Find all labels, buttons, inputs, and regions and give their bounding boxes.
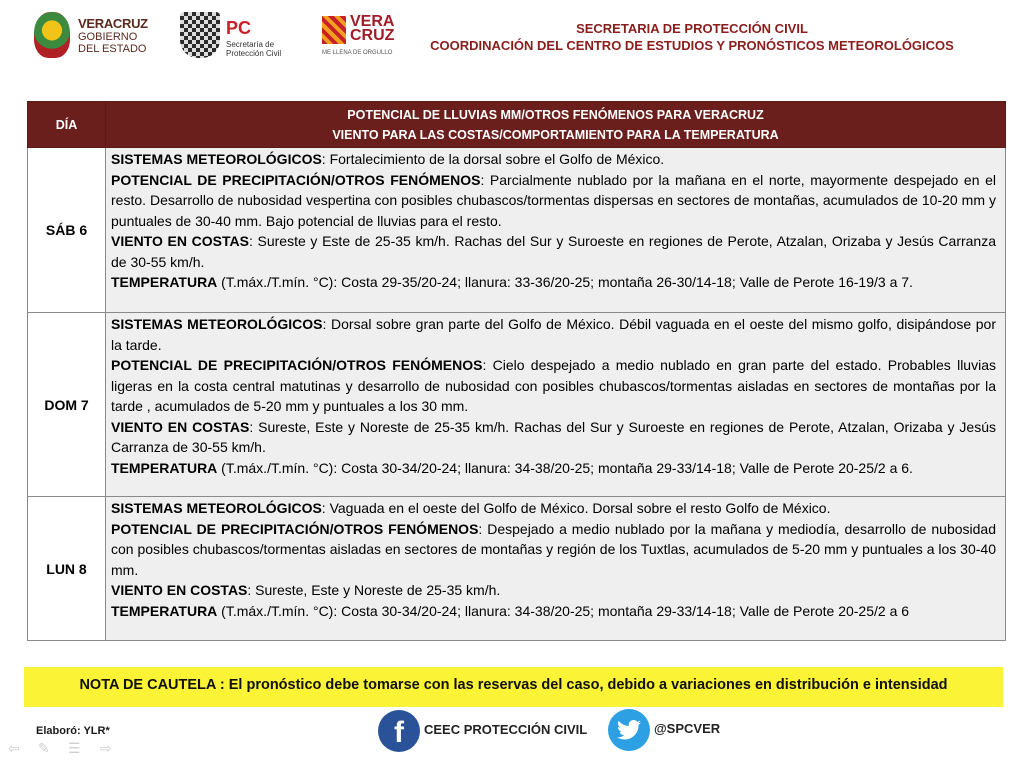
column-header-description	[106, 102, 1006, 148]
day-cell: SÁB 6	[28, 148, 106, 313]
logo-veracruz-line3: DEL ESTADO	[78, 43, 147, 55]
brand-line2: CRUZ	[350, 27, 395, 44]
agency-title	[380, 20, 1004, 54]
systems-label: SISTEMAS METEOROLÓGICOS	[111, 151, 322, 167]
pc-subtitle-line1: Secretaría de	[226, 40, 275, 49]
facebook-link[interactable]: CEEC PROTECCIÓN CIVIL	[424, 722, 588, 737]
precip-text: : Despejado a medio nublado por la mañana y mediodía, desarrollo de nubosidad con posibles chubascos/tormentas aisladas en sectores de montañas y región de los Tuxtlas, acumulados de 5-20 mm y puntuales a los 30-40 mm.	[111, 520, 996, 578]
proteccion-civil-logo	[172, 10, 300, 62]
precip-paragraph	[111, 170, 996, 232]
logo-veracruz-line2: GOBIERNO	[78, 31, 138, 43]
systems-label: SISTEMAS METEOROLÓGICOS	[111, 500, 322, 516]
arrow-right-icon[interactable]: ⇨	[100, 740, 112, 756]
twitter-icon[interactable]	[608, 709, 650, 751]
temp-paragraph	[111, 272, 996, 293]
temp-text: (T.máx./T.mín. °C): Costa 30-34/20-24; llanura: 34-38/20-25; montaña 29-33/14-18; Valle de Perote 20-25/2 a 6.	[217, 459, 913, 476]
precip-paragraph	[111, 519, 996, 581]
precip-text: : Cielo despejado a medio nublado en gran parte del estado. Probables lluvias ligeras en la costa central matutinas y desarrollo de nubosidad con posibles chubascos/tormentas aisladas en sectores de montañas por la tarde , acumulados de 5-20 mm y puntuales a los 30 mm.	[111, 357, 996, 414]
facebook-icon[interactable]: f	[378, 710, 420, 752]
page-header	[0, 0, 1023, 70]
veracruz-government-logo	[20, 10, 165, 62]
systems-label: SISTEMAS METEOROLÓGICOS	[111, 316, 323, 332]
temp-text: (T.máx./T.mín. °C): Costa 30-34/20-24; llanura: 34-38/20-25; montaña 29-33/14-18; Valle de Perote 20-25/2 a 6	[217, 602, 910, 619]
wind-text: : Sureste y Este de 25-35 km/h. Rachas del Sur y Suroeste en regiones de Perote, Atzalan, Orizaba y Jesús Carranza de 30-55 km/h.	[111, 233, 997, 270]
pc-acronym: PC	[226, 18, 252, 38]
precip-label: POTENCIAL DE PRECIPITACIÓN/OTROS FENÓMENOS	[111, 357, 483, 373]
author-credit: Elaboró: YLR*	[36, 725, 110, 737]
wind-label: VIENTO EN COSTAS	[111, 233, 249, 249]
temp-label: TEMPERATURA	[111, 274, 218, 290]
systems-text: : Vaguada en el oeste del Golfo de México. Dorsal sobre el resto Golfo de México.	[321, 500, 831, 516]
caution-note: NOTA DE CAUTELA : El pronóstico debe tomarse con las reservas del caso, debido a variaciones en distribución e intensidad	[24, 667, 1003, 707]
brand-slogan: ME LLENA DE ORGULLO	[322, 50, 393, 56]
precip-paragraph	[111, 355, 996, 417]
systems-text: : Fortalecimiento de la dorsal sobre el Golfo de México.	[321, 151, 665, 167]
wind-label: VIENTO EN COSTAS	[111, 418, 250, 435]
day-cell: DOM 7	[28, 313, 106, 497]
agency-line1: SECRETARIA DE PROTECCIÓN CIVIL	[576, 21, 808, 36]
wind-paragraph	[111, 580, 996, 601]
brand-pattern-icon	[322, 16, 346, 44]
systems-paragraph	[111, 149, 996, 170]
table-row	[28, 497, 1006, 641]
wind-label: VIENTO EN COSTAS	[111, 582, 248, 598]
table-row	[28, 148, 1006, 313]
twitter-link[interactable]: @SPCVER	[654, 721, 721, 736]
column-header-line1: POTENCIAL DE LLUVIAS MM/OTROS FENÓMENOS PARA VERACRUZ	[347, 107, 764, 122]
slide-nav-controls	[8, 740, 128, 756]
temp-paragraph	[111, 601, 996, 622]
day-cell: LUN 8	[28, 497, 106, 641]
column-header-line2: VIENTO PARA LAS COSTAS/COMPORTAMIENTO PARA LA TEMPERATURA	[332, 127, 779, 142]
precip-label: POTENCIAL DE PRECIPITACIÓN/OTROS FENÓMENOS	[111, 520, 479, 537]
pc-subtitle	[226, 40, 281, 58]
arrow-left-icon[interactable]: ⇦	[8, 740, 20, 756]
description-cell	[106, 148, 1006, 313]
brand-line1: VERA	[350, 13, 395, 30]
wind-paragraph	[111, 231, 996, 272]
description-cell	[106, 313, 1006, 497]
precip-label: POTENCIAL DE PRECIPITACIÓN/OTROS FENÓMENOS	[111, 171, 481, 188]
systems-text: : Dorsal sobre gran parte del Golfo de México. Débil vaguada en el oeste del mismo golfo, disipándose por la tarde.	[111, 316, 996, 353]
temp-label: TEMPERATURA	[111, 602, 218, 619]
state-seal-icon	[34, 12, 70, 58]
pc-subtitle-line2: Protección Civil	[226, 49, 282, 58]
systems-paragraph	[111, 314, 996, 355]
temp-label: TEMPERATURA	[111, 459, 218, 476]
wind-paragraph	[111, 417, 996, 458]
pc-shield-icon	[180, 12, 220, 58]
logo-veracruz-title: VERACRUZ	[78, 16, 148, 31]
precip-text: : Parcialmente nublado por la mañana en el norte, mayormente despejado en el resto. Desarrollo de nubosidad vespertina con posibles chubascos/tormentas dispersas en sectores de montañas, acumulados de 10-20 mm y puntuales de 30-40 mm. Bajo potencial de lluvias para el resto.	[111, 171, 996, 229]
menu-icon[interactable]: ☰	[68, 740, 81, 756]
forecast-table	[27, 101, 1006, 641]
temp-text: (T.máx./T.mín. °C): Costa 29-35/20-24; llanura: 33-36/20-25; montaña 26-30/14-18; Valle de Perote 16-19/3 a 7.	[217, 274, 913, 290]
logo-veracruz-subtitle	[78, 31, 146, 55]
wind-text: : Sureste, Este y Noreste de 25-35 km/h. Rachas del Sur y Suroeste en regiones de Perote, Atzalan, Orizaba y Jesús Carranza de 30-55 km/h.	[111, 418, 997, 455]
temp-paragraph	[111, 458, 996, 479]
pen-icon[interactable]: ✎	[38, 740, 50, 756]
description-cell	[106, 497, 1006, 641]
systems-paragraph	[111, 498, 996, 519]
table-row	[28, 313, 1006, 497]
table-header-row	[28, 102, 1006, 148]
column-header-day: DÍA	[28, 102, 106, 148]
agency-line2: COORDINACIÓN DEL CENTRO DE ESTUDIOS Y PRONÓSTICOS METEOROLÓGICOS	[430, 38, 954, 53]
wind-text: : Sureste, Este y Noreste de 25-35 km/h.	[247, 582, 501, 598]
